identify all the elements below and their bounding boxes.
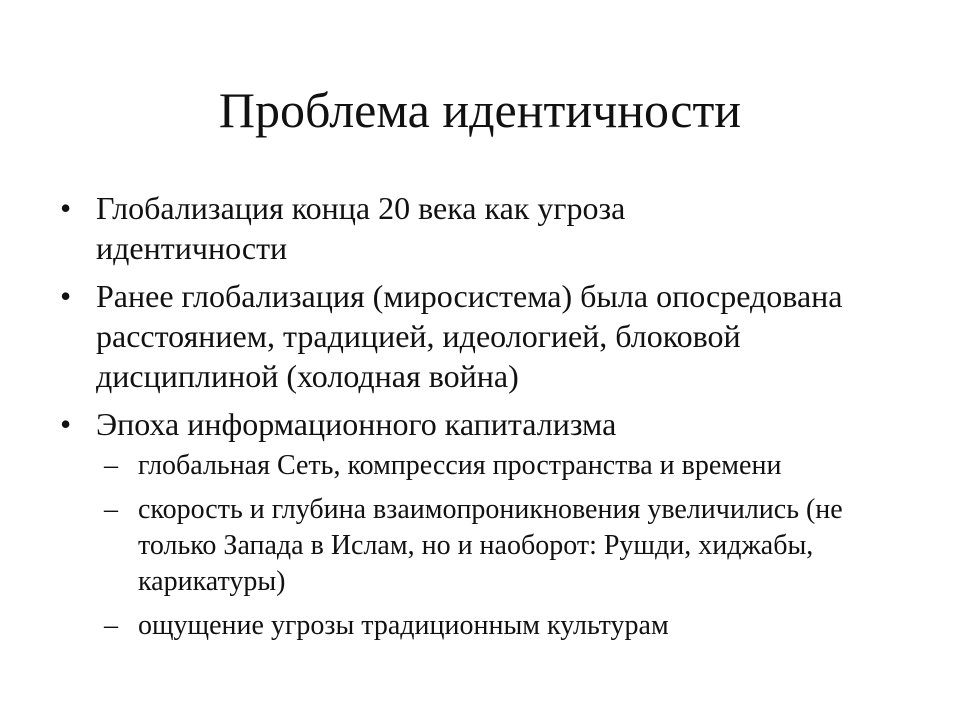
sub-bullet-item xyxy=(96,608,936,644)
bullet-item xyxy=(56,404,936,644)
bullet-item xyxy=(56,276,856,396)
bullet-text: Эпоха информационного капитализма xyxy=(96,406,617,442)
bullet-text: Ранее глобализация (миросистема) была опосредована расстоянием, традицией, идеологией, блоковой дисциплиной (холодная война) xyxy=(96,278,843,394)
sub-bullet-item xyxy=(96,448,936,484)
bullet-mark: • xyxy=(60,278,72,314)
bullet-mark: • xyxy=(60,190,72,226)
slide-title: Проблема идентичности xyxy=(218,82,742,138)
sub-bullet-text: глобальная Сеть, компрессия пространства и времени xyxy=(138,450,782,481)
dash-mark: – xyxy=(104,610,118,641)
bullet-list xyxy=(56,188,936,652)
bullet-item xyxy=(56,188,736,268)
dash-mark: – xyxy=(104,450,118,481)
bullet-mark: • xyxy=(60,406,72,442)
sub-bullet-item xyxy=(96,492,898,600)
sub-bullet-text: ощущение угрозы традиционным культурам xyxy=(138,610,669,641)
sub-bullet-list xyxy=(96,448,936,644)
bullet-text: Глобализация конца 20 века как угроза идентичности xyxy=(96,190,626,266)
sub-bullet-text: скорость и глубина взаимопроникновения увеличились (не только Запада в Ислам, но и наоборот: Рушди, хиджабы, карикатуры) xyxy=(138,494,843,597)
dash-mark: – xyxy=(104,494,118,525)
